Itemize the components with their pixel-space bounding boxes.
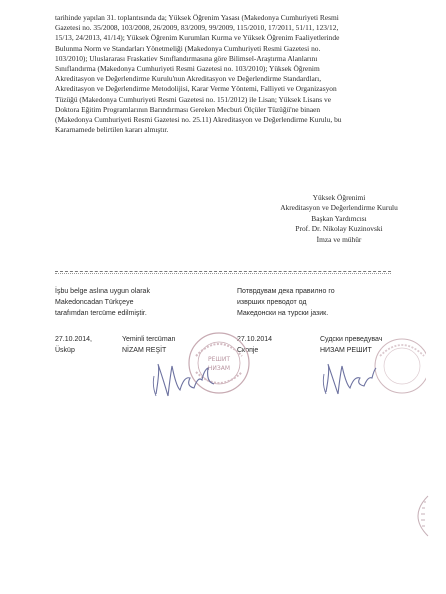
translator-tr-name: NİZAM REŞİT <box>122 347 167 354</box>
cert-tr-line: tarafımdan tercüme edilmiştir. <box>55 310 147 317</box>
body-line: tarihinde yapılan 31. toplantısında da; Yüksek Öğrenim Yasası (Makedonya Cumhuriyeti Resmi <box>55 13 339 22</box>
translator-signature-left <box>150 356 220 402</box>
body-line: Bulunma Norm ve Standarları Yönetmeliği (Makedonya Cumhuriyeti Resmi Gazetesi no. <box>55 43 321 53</box>
body-paragraph <box>55 13 392 135</box>
seal-text-bottom: НИЗАМ <box>207 365 231 372</box>
cert-tr-line: İşbu belge aslına uygun olarak <box>55 288 150 295</box>
body-line: Tüzüğü (Makedonya Cumhuriyeti Resmi Gazetesi no. 151/2012) ile Lisan; Yüksek Lisans ve <box>55 94 331 104</box>
translator-mk-date: 27.10.2014 <box>237 336 273 343</box>
body-line: Akreditasyon ve Değerlendirme Metodolijisi, Karar Verme Yöntemi, Falliyeti ve Organizasyon <box>55 84 337 94</box>
body-line: 103/2010); Uluslararası Fraskatiev Sınıflandırmasına göre Bilimsel-Araştırma Alanlarını <box>55 53 318 63</box>
certification-turkish <box>55 286 150 319</box>
signature-block <box>264 193 414 245</box>
signatory-name: Prof. Dr. Nikolay Kuzinovski <box>295 224 383 234</box>
translator-mk-role: Судски преведувач <box>320 336 383 343</box>
certification-macedonian <box>237 286 335 319</box>
body-line: Gazetesi no. 35/2008, 103/2008, 26/2009, 83/2009, 99/2009, 115/2010, 17/2011, 51/11, 123/12, <box>55 23 339 33</box>
cert-mk-line: Македонски на турски јазик. <box>237 310 329 317</box>
translator-signature-right <box>318 356 380 400</box>
body-line: Doktora Eğitim Programlarının Barındırması Gereken Mecburi Ölçüler Tüzüğü'ne binaen <box>55 104 321 114</box>
cert-tr-line: Makedoncadan Türkçeye <box>55 299 134 306</box>
cert-mk-line: Потврдувам дека правилно го <box>237 288 335 295</box>
separator-line-secondary <box>55 273 391 274</box>
separator-line <box>55 271 391 272</box>
page-edge-stamp <box>404 494 432 538</box>
seal-text-top: РЕШИТ <box>208 356 230 363</box>
translator-mk-place: Скопје <box>237 347 259 354</box>
signature-title: Başkan Yardımcısı <box>311 213 367 223</box>
signature-note: İmza ve mühür <box>316 234 362 244</box>
body-line: Sınıflandırma (Makedonya Cumhuriyeti Resmi Gazetesi no. 103/2010); Yüksek Öğrenim <box>55 64 320 74</box>
cert-mk-line: изврших преводот од <box>237 299 307 306</box>
body-line: Kararnamede belirtilen kararı almıştır. <box>55 125 169 135</box>
body-line: (Makedonya Cumhuriyeti Resmi Gazetesi no. 25.11) Akreditasyon ve Değerlendirme Kurulu, bu <box>55 115 342 125</box>
body-line: 15/13, 24/2013, 41/14); Yüksek Öğrenim Kurumları Kurma ve Yüksek Öğrenim Faaliyetlerinde <box>55 33 340 43</box>
body-line: Akreditasyon ve Değerlendirme Kurulu'nun Akreditasyon ve Değerlendirme Standardları, <box>55 74 322 84</box>
translator-tr-role: Yeminli tercüman <box>122 336 176 343</box>
translator-mk-name: НИЗАМ РЕШИТ <box>320 347 372 354</box>
translator-tr-place: Üsküp <box>55 347 75 354</box>
translator-tr-date: 27.10.2014, <box>55 336 92 343</box>
signature-org-line2: Akreditasyon ve Değerlendirme Kurulu <box>280 203 398 213</box>
signature-org-line1: Yüksek Öğrenimi <box>312 193 366 202</box>
